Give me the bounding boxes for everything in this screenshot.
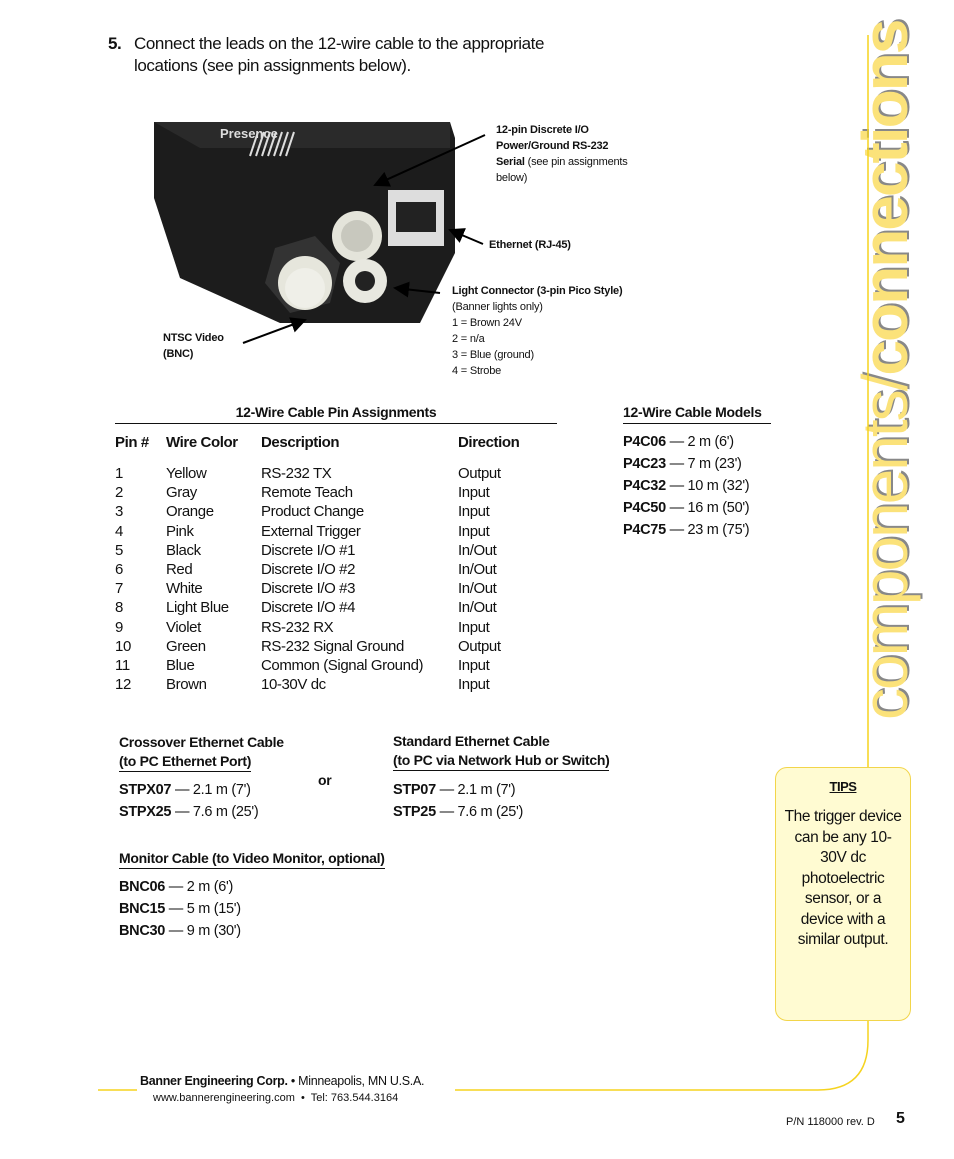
model-number: STPX25 [119, 804, 172, 820]
cable-models-title: 12-Wire Cable Models [623, 404, 771, 424]
callout-light-line: 3 = Blue (ground) [452, 349, 534, 361]
footer-company: Banner Engineering Corp. [140, 1074, 288, 1088]
cell-wire-color: Green [166, 637, 206, 655]
cell-description: 10-30V dc [261, 676, 326, 694]
cell-direction: In/Out [458, 599, 497, 617]
callout-12pin-note: (see pin assignments below) [496, 156, 628, 184]
model-number: STPX07 [119, 782, 172, 798]
pin-table-title: 12-Wire Cable Pin Assignments [115, 404, 557, 424]
model-number: STP25 [393, 804, 436, 820]
model-number: BNC30 [119, 923, 166, 939]
model-number: BNC06 [119, 879, 166, 895]
cell-description: Discrete I/O #1 [261, 541, 356, 559]
step-text: Connect the leads on the 12-wire cable to the appropriate locations (see pin assignments below). [134, 34, 545, 75]
cell-wire-color: White [166, 580, 203, 598]
col-header: Wire Color [166, 434, 238, 451]
cell-wire-color: Gray [166, 484, 197, 502]
cell-wire-color: Pink [166, 522, 194, 540]
model-number: P4C32 [623, 478, 666, 494]
cell-description: Product Change [261, 503, 364, 521]
col-header: Pin # [115, 434, 149, 451]
cell-pin: 4 [115, 522, 123, 540]
cell-wire-color: Brown [166, 676, 207, 694]
cell-wire-color: Yellow [166, 465, 207, 482]
col-header: Description [261, 434, 340, 451]
cell-pin: 7 [115, 580, 123, 598]
cell-direction: Input [458, 503, 490, 521]
cell-direction: Input [458, 676, 490, 694]
cell-direction: In/Out [458, 561, 497, 578]
model-number: BNC15 [119, 901, 166, 917]
callout-ntsc-line: NTSC Video [163, 332, 224, 344]
cell-pin: 8 [115, 599, 123, 617]
model-spec: — 5 m (15') [168, 901, 241, 917]
model-spec: — 2 m (6') [669, 434, 734, 450]
side-title-part2: connections [849, 20, 921, 376]
callout-light-line: 1 = Brown 24V [452, 317, 522, 329]
cell-wire-color: Violet [166, 618, 201, 636]
cell-direction: Input [458, 522, 490, 540]
cell-pin: 6 [115, 561, 123, 578]
cell-pin: 10 [115, 637, 131, 655]
tips-box [775, 767, 911, 1021]
crossover-title-line: (to PC Ethernet Port) [119, 752, 251, 772]
monitor-title: Monitor Cable (to Video Monitor, optional) [119, 850, 385, 869]
callout-light-line: 2 = n/a [452, 333, 485, 345]
model-spec: — 16 m (50') [669, 500, 750, 516]
cell-direction: Output [458, 637, 501, 655]
callout-ntsc-line: (BNC) [163, 348, 194, 360]
step-number: 5. [108, 34, 122, 53]
tips-text: The trigger device can be any 10-30V dc photoelectric sensor, or a device with a similar output. [784, 808, 902, 948]
model-spec: — 7.6 m (25') [439, 804, 524, 820]
model-number: P4C75 [623, 522, 666, 538]
footer-contact: www.bannerengineering.com • Tel: 763.544.3164 [153, 1092, 399, 1104]
model-spec: — 10 m (32') [669, 478, 750, 494]
cell-pin: 9 [115, 618, 123, 636]
cell-wire-color: Blue [166, 657, 195, 674]
model-number: P4C23 [623, 456, 666, 472]
cell-description: RS-232 RX [261, 618, 334, 636]
device-logo-text: Presence [220, 126, 278, 141]
callout-light-title: Light Connector (3-pin Pico Style) [452, 285, 623, 297]
standard-title-line: Standard Ethernet Cable [393, 733, 550, 749]
cell-direction: In/Out [458, 580, 497, 598]
cell-wire-color: Light Blue [166, 599, 229, 617]
cell-direction: In/Out [458, 541, 497, 559]
cell-description: RS-232 Signal Ground [261, 637, 404, 655]
callout-light-line: (Banner lights only) [452, 301, 543, 313]
cell-description: RS-232 TX [261, 465, 332, 482]
part-number: P/N 118000 rev. D [786, 1116, 875, 1128]
cell-description: Discrete I/O #3 [261, 580, 356, 598]
cell-description: Discrete I/O #2 [261, 561, 356, 578]
cell-description: Discrete I/O #4 [261, 599, 356, 617]
cell-direction: Input [458, 618, 490, 636]
cell-wire-color: Black [166, 541, 201, 559]
model-spec: — 7.6 m (25') [174, 804, 259, 820]
cell-description: Common (Signal Ground) [261, 657, 424, 674]
callout-ethernet: Ethernet (RJ-45) [489, 239, 571, 251]
tips-title: TIPS [829, 779, 857, 794]
model-spec: — 9 m (30') [168, 923, 241, 939]
model-spec: — 23 m (75') [669, 522, 750, 538]
cell-direction: Input [458, 657, 490, 674]
model-spec: — 2.1 m (7') [439, 782, 516, 798]
cell-direction: Output [458, 465, 501, 482]
model-number: P4C50 [623, 500, 666, 516]
cell-pin: 3 [115, 503, 123, 521]
footer-company-line [140, 1074, 424, 1088]
model-spec: — 2.1 m (7') [174, 782, 251, 798]
cell-pin: 1 [115, 465, 123, 482]
cell-description: External Trigger [261, 522, 361, 540]
callout-12pin-title: 12-pin Discrete I/O Power/Ground RS-232 Serial [496, 124, 609, 168]
model-spec: — 2 m (6') [168, 879, 233, 895]
standard-title-line: (to PC via Network Hub or Switch) [393, 751, 609, 771]
model-spec: — 7 m (23') [669, 456, 742, 472]
footer-location: • Minneapolis, MN U.S.A. [287, 1074, 425, 1088]
cell-pin: 12 [115, 676, 131, 694]
cell-pin: 2 [115, 484, 123, 502]
or-label: or [318, 772, 332, 788]
model-number: P4C06 [623, 434, 666, 450]
col-header: Direction [458, 434, 520, 451]
cell-pin: 5 [115, 541, 123, 559]
cell-wire-color: Orange [166, 503, 214, 521]
cell-description: Remote Teach [261, 484, 353, 502]
callout-light-line: 4 = Strobe [452, 365, 502, 377]
model-number: STP07 [393, 782, 436, 798]
page-number: 5 [896, 1110, 905, 1127]
crossover-title-line: Crossover Ethernet Cable [119, 734, 284, 750]
cell-direction: Input [458, 484, 490, 502]
cell-wire-color: Red [166, 561, 193, 578]
cell-pin: 11 [115, 657, 130, 674]
side-title-part1: components/ [849, 375, 921, 720]
